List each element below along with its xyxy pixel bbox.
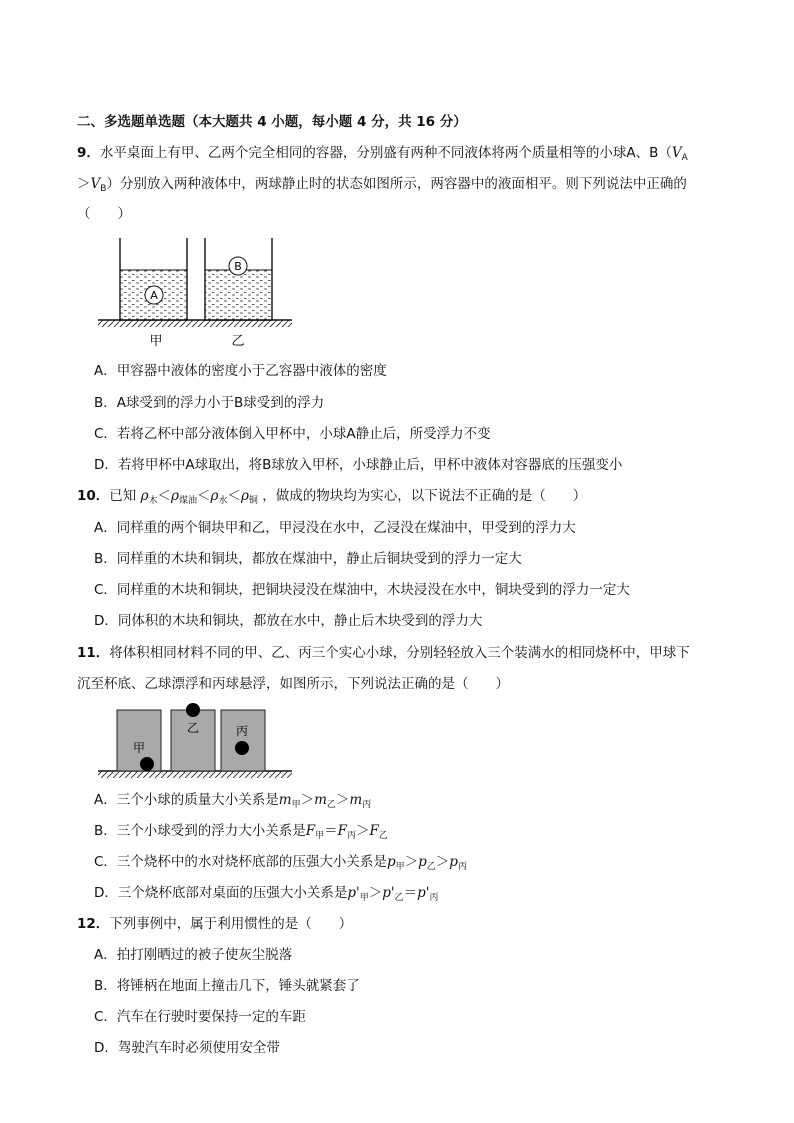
ball-a-label: A — [150, 289, 158, 302]
q12-stem-text: 下列事例中，属于利用惯性的是（ ） — [109, 916, 353, 932]
math-operator: ＞ — [300, 792, 315, 808]
rho-wood: $\rho_木$ — [140, 488, 158, 506]
container-yi-liquid — [205, 270, 272, 320]
q9-figure — [95, 232, 295, 352]
q12-number: 12． — [77, 916, 110, 932]
q11-option-b-text: B．三个小球受到的浮力大小关系是 — [94, 823, 306, 839]
q9-number: 9． — [77, 145, 100, 161]
table-hatch-2 — [98, 771, 292, 778]
math-variable: $F_丙$ — [337, 823, 357, 841]
rho-copper: $\rho_铜$ — [240, 488, 258, 506]
math-operator: ＞ — [368, 885, 383, 901]
q11-option-c-math — [387, 854, 467, 870]
q12-option-c[interactable]: C．汽车在行驶时要保持一定的车距 — [94, 1009, 306, 1025]
q11-option-c[interactable] — [94, 853, 467, 876]
q9-blank: （ ） — [77, 206, 131, 222]
q11-label-yi: 乙 — [186, 721, 200, 735]
q9-option-d[interactable]: D．若将甲杯中A球取出，将B球放入甲杯，小球静止后，甲杯中液体对容器底的压强变小 — [94, 457, 623, 473]
q10-stem-post: ，做成的物块均为实心，以下说法不正确的是（ ） — [262, 488, 587, 504]
q10-option-d[interactable]: D．同体积的木块和铜块，都放在水中，静止后木块受到的浮力大 — [94, 613, 483, 629]
beaker-yi — [171, 710, 215, 771]
label-jia: 甲 — [149, 334, 163, 349]
rho-water: $\rho_水$ — [210, 488, 228, 506]
q10-lt-1: ＜ — [157, 488, 172, 504]
q11-option-d[interactable] — [94, 884, 439, 907]
q11-figure — [95, 700, 295, 782]
q11-option-a-text: A．三个小球的质量大小关系是 — [94, 792, 279, 808]
math-variable: $p_丙$ — [449, 854, 467, 872]
q12-stem — [77, 915, 352, 933]
q9-vb: $V_B$ — [90, 176, 107, 194]
q9-option-b[interactable]: B．A球受到的浮力小于B球受到的浮力 — [94, 395, 325, 411]
q11-stem-line2: 沉至杯底、乙球漂浮和丙球悬浮，如图所示，下列说法正确的是（ ） — [77, 676, 509, 692]
math-operator: ＞ — [356, 823, 370, 839]
q10-stem-pre: 已知 — [109, 488, 137, 504]
q11-number: 11． — [77, 645, 110, 661]
q12-option-d[interactable]: D．驾驶汽车时必须使用安全带 — [94, 1040, 280, 1056]
q10-lt-3: ＜ — [227, 488, 241, 504]
q10-number: 10． — [77, 488, 110, 504]
q11-option-a[interactable] — [94, 791, 371, 814]
q9-va: $V_A$ — [671, 145, 688, 163]
math-variable: $p_乙$ — [418, 854, 436, 872]
math-variable: $m_乙$ — [314, 792, 336, 810]
q11-option-d-text: D．三个烧杯底部对桌面的压强大小关系是 — [94, 885, 348, 901]
math-variable: $F_乙$ — [369, 823, 388, 841]
q9-stem-line1 — [77, 144, 688, 167]
q10-stem — [77, 487, 586, 510]
q10-lt-2: ＜ — [197, 488, 211, 504]
q11-option-b[interactable] — [94, 822, 388, 845]
q9-stem-part2: ）分别放入两种液体中，两球静止时的状态如图所示，两容器中的液面相平。则下列说法中正确的 — [106, 176, 687, 192]
ball-yi — [186, 703, 200, 717]
q12-option-b[interactable]: B．将锤柄在地面上撞击几下，锤头就紧套了 — [94, 978, 360, 994]
q11-label-jia: 甲 — [132, 741, 146, 755]
ball-b-label: B — [234, 260, 242, 273]
q11-stem-line1 — [77, 644, 690, 662]
q11-option-d-math — [347, 885, 438, 901]
q9-gt: ＞ — [77, 176, 91, 192]
ball-jia — [140, 757, 154, 771]
rho-kerosene: $\rho_{煤油}$ — [171, 488, 197, 506]
math-variable: $p'_丙$ — [417, 885, 439, 903]
math-variable: $p'_甲$ — [347, 885, 369, 903]
q12-option-a[interactable]: A．拍打刚晒过的被子使灰尘脱落 — [94, 947, 293, 963]
math-variable: $m_甲$ — [278, 792, 301, 810]
beaker-bing — [221, 710, 265, 771]
math-operator: ＝ — [403, 885, 418, 901]
q9-option-a[interactable]: A．甲容器中液体的密度小于乙容器中液体的密度 — [94, 363, 387, 379]
table-hatch — [98, 320, 292, 327]
q11-stem-text1: 将体积相同材料不同的甲、乙、丙三个实心小球，分别轻轻放入三个装满水的相同烧杯中，甲球下 — [109, 645, 690, 661]
q9-stem-line2 — [77, 175, 687, 198]
label-yi: 乙 — [231, 334, 245, 349]
math-operator: ＝ — [324, 823, 338, 839]
math-variable: $F_甲$ — [305, 823, 325, 841]
q9-stem-part1: 水平桌面上有甲、乙两个完全相同的容器，分别盛有两种不同液体将两个质量相等的小球A、B（ — [99, 145, 672, 161]
q11-option-a-math — [279, 792, 371, 808]
math-operator: ＞ — [435, 854, 450, 870]
q10-option-a[interactable]: A．同样重的两个铜块甲和乙，甲浸没在水中，乙浸没在煤油中，甲受到的浮力大 — [94, 520, 576, 536]
q9-option-c[interactable]: C．若将乙杯中部分液体倒入甲杯中，小球A静止后，所受浮力不变 — [94, 426, 491, 442]
math-operator: ＞ — [335, 792, 350, 808]
ball-bing — [235, 741, 249, 755]
section-title: 二、多选题单选题（本大题共 4 小题，每小题 4 分，共 16 分） — [77, 114, 467, 130]
q11-label-bing: 丙 — [235, 724, 249, 738]
math-operator: ＞ — [404, 854, 419, 870]
math-variable: $p'_乙$ — [382, 885, 404, 903]
q10-option-c[interactable]: C．同样重的木块和铜块，把铜块浸没在煤油中，木块浸没在水中，铜块受到的浮力一定大 — [94, 582, 630, 598]
q11-option-c-text: C．三个烧杯中的水对烧杯底部的压强大小关系是 — [94, 854, 387, 870]
q10-option-b[interactable]: B．同样重的木块和铜块，都放在煤油中，静止后铜块受到的浮力一定大 — [94, 551, 522, 567]
math-variable: $m_丙$ — [349, 792, 372, 810]
math-variable: $p_甲$ — [386, 854, 405, 872]
q11-option-b-math — [306, 823, 388, 839]
